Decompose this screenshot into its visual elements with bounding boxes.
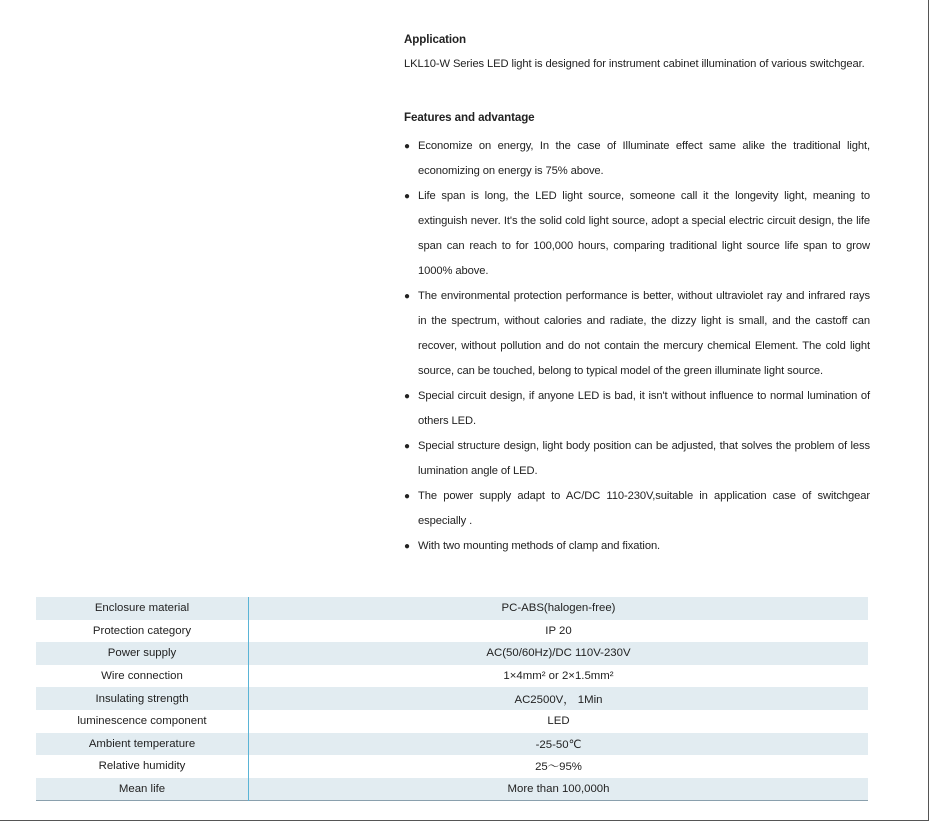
table-row xyxy=(36,733,868,756)
spec-label: Insulating strength xyxy=(36,687,249,710)
feature-text: The environmental protection performance is better, without ultraviolet ray and infrared rays in the spectrum, without calories and radiate, the dizzy light is small, and the castoff can recover, without pollution and do not contain the mercury chemical Element. The cold light source, can be touched, belong to typical model of the green illuminate light source. xyxy=(418,290,870,377)
feature-text: Economize on energy, In the case of Illuminate effect same alike the traditional light, economizing on energy is 75% above. xyxy=(418,140,870,177)
spec-value: 1×4mm² or 2×1.5mm² xyxy=(503,670,614,683)
spec-label: Protection category xyxy=(36,620,249,643)
feature-text: With two mounting methods of clamp and fixation. xyxy=(418,540,661,552)
table-row xyxy=(36,665,868,688)
application-heading: Application xyxy=(404,33,467,46)
feature-item xyxy=(404,284,870,384)
spec-value: 25～95% xyxy=(535,761,582,774)
feature-item xyxy=(404,384,870,434)
spec-value: More than 100,000h xyxy=(249,778,869,801)
bullet-icon: ● xyxy=(404,141,410,152)
spec-value: PC-ABS(halogen-free) xyxy=(249,597,869,620)
bullet-icon: ● xyxy=(404,491,410,502)
feature-text: Life span is long, the LED light source, someone call it the longevity light, meaning to extinguish never. It's the solid cold light source, adopt a special electric circuit design, the life span can reach to for 100,000 hours, comparing traditional light source life span to grow 1000% above. xyxy=(418,190,870,277)
spec-value: AC(50/60Hz)/DC 110V-230V xyxy=(249,642,869,665)
spec-label: Mean life xyxy=(36,778,249,801)
table-row xyxy=(36,755,868,778)
spec-label: Relative humidity xyxy=(36,755,249,778)
bullet-icon: ● xyxy=(404,441,410,452)
feature-item xyxy=(404,534,870,559)
table-row xyxy=(36,642,868,665)
table-row xyxy=(36,597,868,620)
feature-text: Special circuit design, if anyone LED is bad, it isn't without influence to normal lumination of others LED. xyxy=(418,390,870,427)
table-row xyxy=(36,620,868,643)
spec-value: -25-50℃ xyxy=(249,733,869,756)
spec-value: AC2500V， 1Min xyxy=(249,687,869,710)
bullet-icon: ● xyxy=(404,291,410,302)
spec-value: LED xyxy=(547,715,570,728)
spec-label: Enclosure material xyxy=(36,597,249,620)
specs-table xyxy=(36,597,868,801)
feature-text: The power supply adapt to AC/DC 110-230V,suitable in application case of switchgear especially . xyxy=(418,490,870,527)
spec-label: Wire connection xyxy=(36,665,249,688)
bullet-icon: ● xyxy=(404,191,410,202)
description-section xyxy=(404,30,870,559)
spec-label: Power supply xyxy=(36,642,249,665)
bullet-icon: ● xyxy=(404,541,410,552)
table-row xyxy=(36,687,868,710)
feature-item xyxy=(404,484,870,534)
spec-label: Ambient temperature xyxy=(36,733,249,756)
spec-value: IP 20 xyxy=(545,624,572,637)
table-row xyxy=(36,778,868,801)
application-text: LKL10-W Series LED light is designed for instrument cabinet illumination of various switchgear. xyxy=(404,58,865,70)
bullet-icon: ● xyxy=(404,391,410,402)
feature-item xyxy=(404,184,870,284)
table-row xyxy=(36,710,868,733)
feature-item xyxy=(404,434,870,484)
features-list xyxy=(404,134,870,559)
feature-text: Special structure design, light body position can be adjusted, that solves the problem of less lumination angle of LED. xyxy=(418,440,870,477)
spec-label: luminescence component xyxy=(36,710,249,733)
features-heading: Features and advantage xyxy=(404,111,535,124)
feature-item xyxy=(404,134,870,184)
